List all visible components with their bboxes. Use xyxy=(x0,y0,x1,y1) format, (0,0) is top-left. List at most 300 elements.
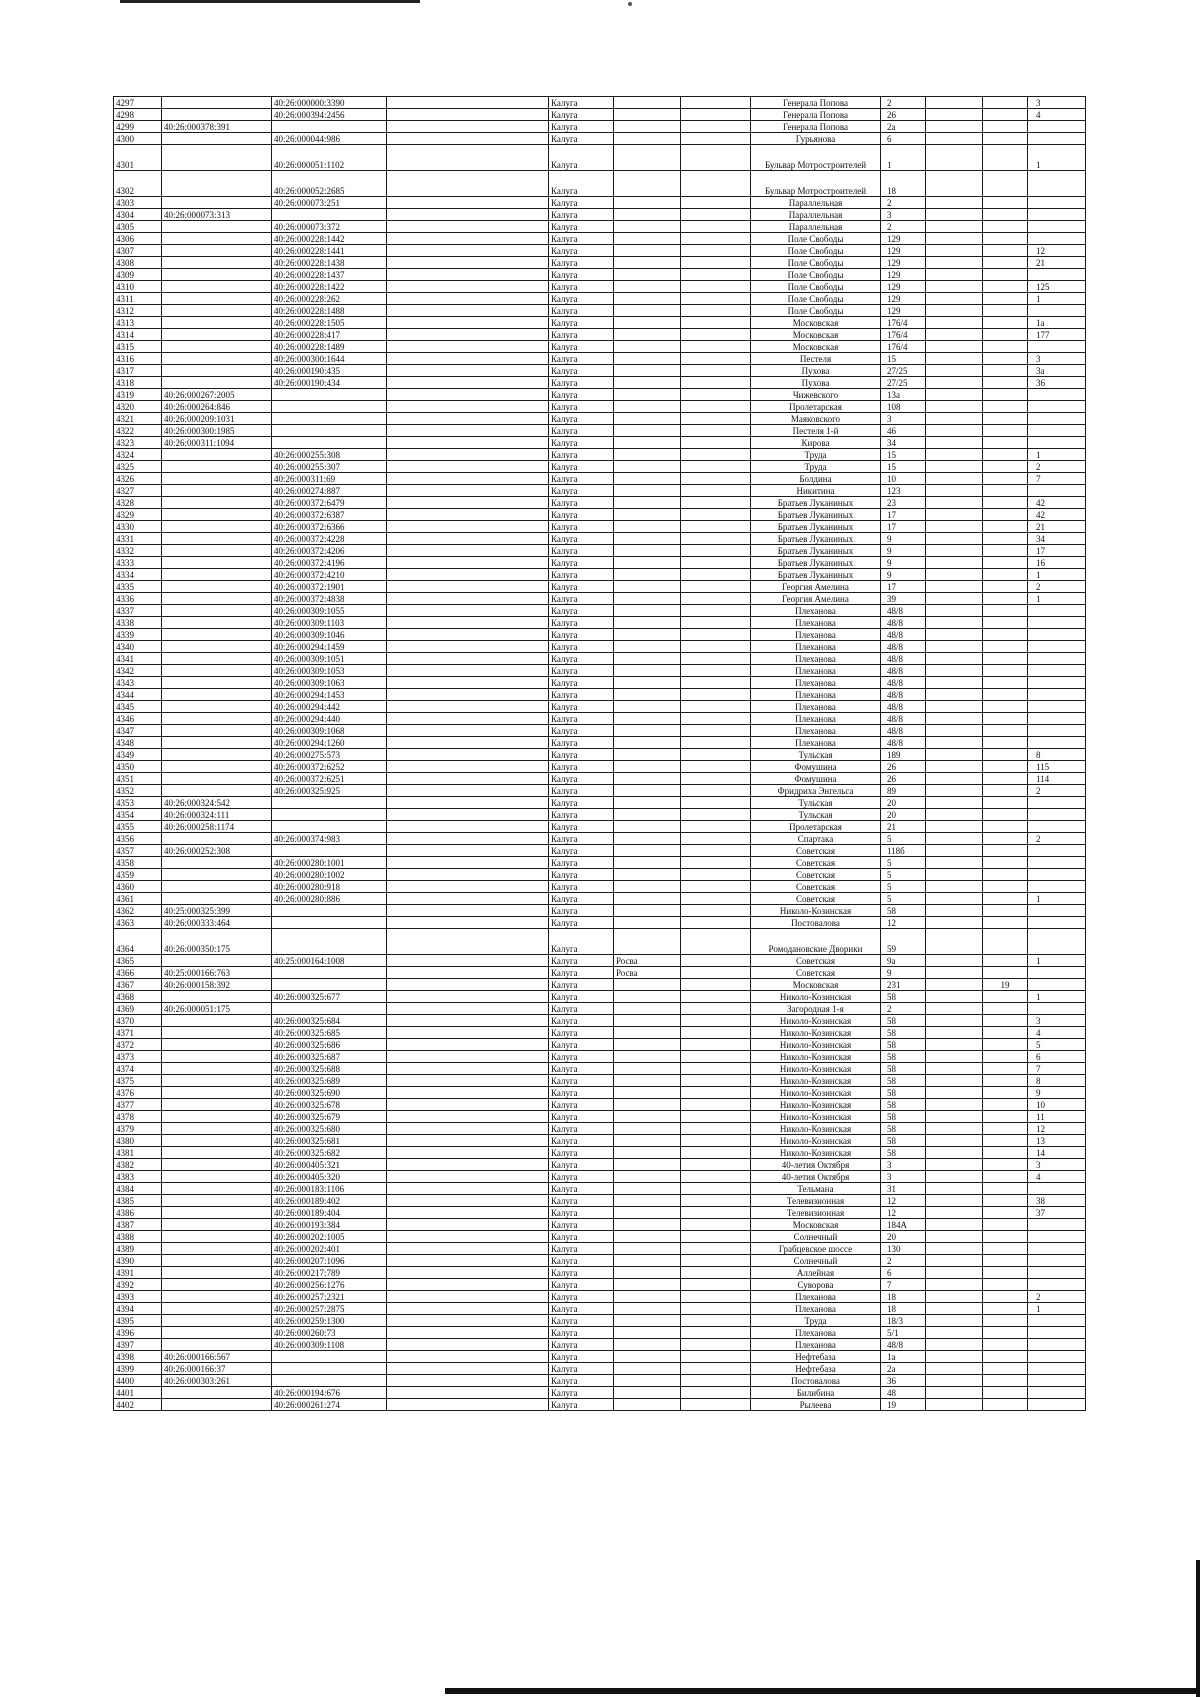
house-cell: 5 xyxy=(881,833,926,845)
empty-cell xyxy=(926,653,983,665)
table-row xyxy=(114,521,1086,533)
street-cell: Советская xyxy=(751,893,881,905)
house-cell: 89 xyxy=(881,785,926,797)
building-cell xyxy=(983,1375,1028,1387)
empty-cell xyxy=(681,701,751,713)
empty-cell xyxy=(387,1339,549,1351)
flat-cell: 2 xyxy=(1028,461,1086,473)
street-cell: Маяковского xyxy=(751,413,881,425)
cadastral-number-building xyxy=(162,605,272,617)
empty-cell xyxy=(926,269,983,281)
settlement-cell xyxy=(614,991,681,1003)
empty-cell xyxy=(926,1375,983,1387)
row-number: 4339 xyxy=(114,629,162,641)
flat-cell xyxy=(1028,967,1086,979)
city-cell: Калуга xyxy=(549,1399,614,1411)
city-cell: Калуга xyxy=(549,1123,614,1135)
scan-edge-top xyxy=(120,0,420,3)
house-cell: 26 xyxy=(881,109,926,121)
city-cell: Калуга xyxy=(549,1315,614,1327)
city-cell: Калуга xyxy=(549,593,614,605)
city-cell: Калуга xyxy=(549,473,614,485)
flat-cell: 177 xyxy=(1028,329,1086,341)
table-row xyxy=(114,221,1086,233)
house-cell: 17 xyxy=(881,521,926,533)
cadastral-number-building xyxy=(162,881,272,893)
street-cell: Поле Свободы xyxy=(751,305,881,317)
cadastral-number-premises: 40:26:000257:2875 xyxy=(272,1303,387,1315)
building-cell xyxy=(983,1327,1028,1339)
empty-cell xyxy=(681,449,751,461)
empty-cell xyxy=(387,425,549,437)
row-number: 4401 xyxy=(114,1387,162,1399)
house-cell: 27/25 xyxy=(881,365,926,377)
cadastral-number-premises xyxy=(272,1003,387,1015)
cadastral-number-premises: 40:26:000189:402 xyxy=(272,1195,387,1207)
street-cell: Труда xyxy=(751,1315,881,1327)
flat-cell xyxy=(1028,1351,1086,1363)
empty-cell xyxy=(681,1291,751,1303)
row-number: 4348 xyxy=(114,737,162,749)
scan-edge-right xyxy=(1196,1560,1200,1697)
building-cell xyxy=(983,353,1028,365)
row-number: 4360 xyxy=(114,881,162,893)
empty-cell xyxy=(387,473,549,485)
city-cell: Калуга xyxy=(549,1075,614,1087)
empty-cell xyxy=(681,1315,751,1327)
table-row xyxy=(114,617,1086,629)
house-cell: 2 xyxy=(881,197,926,209)
settlement-cell xyxy=(614,1123,681,1135)
cadastral-number-premises: 40:26:000000:3390 xyxy=(272,97,387,109)
table-row xyxy=(114,425,1086,437)
settlement-cell xyxy=(614,269,681,281)
empty-cell xyxy=(387,797,549,809)
flat-cell: 10 xyxy=(1028,1099,1086,1111)
empty-cell xyxy=(926,1063,983,1075)
cadastral-number-building xyxy=(162,1339,272,1351)
street-cell: Поле Свободы xyxy=(751,281,881,293)
flat-cell: 2 xyxy=(1028,785,1086,797)
empty-cell xyxy=(681,353,751,365)
street-cell: Пухова xyxy=(751,377,881,389)
cadastral-number-premises xyxy=(272,121,387,133)
flat-cell: 4 xyxy=(1028,1171,1086,1183)
table-row xyxy=(114,761,1086,773)
cadastral-number-premises: 40:26:000325:677 xyxy=(272,991,387,1003)
empty-cell xyxy=(681,473,751,485)
house-cell: 58 xyxy=(881,1063,926,1075)
settlement-cell xyxy=(614,545,681,557)
cadastral-number-building xyxy=(162,761,272,773)
empty-cell xyxy=(681,1363,751,1375)
house-cell: 2 xyxy=(881,97,926,109)
city-cell: Калуга xyxy=(549,1087,614,1099)
row-number: 4378 xyxy=(114,1111,162,1123)
house-cell: 129 xyxy=(881,245,926,257)
building-cell xyxy=(983,761,1028,773)
settlement-cell xyxy=(614,869,681,881)
empty-cell xyxy=(926,377,983,389)
cadastral-number-premises: 40:26:000294:1459 xyxy=(272,641,387,653)
cadastral-number-premises xyxy=(272,401,387,413)
street-cell: Фомушина xyxy=(751,773,881,785)
settlement-cell xyxy=(614,917,681,929)
empty-cell xyxy=(681,761,751,773)
empty-cell xyxy=(926,761,983,773)
house-cell: 18 xyxy=(881,1291,926,1303)
cadastral-number-premises: 40:26:000325:687 xyxy=(272,1051,387,1063)
cadastral-number-building: 40:26:000158:392 xyxy=(162,979,272,991)
empty-cell xyxy=(681,797,751,809)
settlement-cell xyxy=(614,1135,681,1147)
row-number: 4311 xyxy=(114,293,162,305)
street-cell: Кирова xyxy=(751,437,881,449)
empty-cell xyxy=(681,857,751,869)
street-cell: Пролетарская xyxy=(751,401,881,413)
empty-cell xyxy=(387,581,549,593)
street-cell: Поле Свободы xyxy=(751,269,881,281)
settlement-cell xyxy=(614,497,681,509)
cadastral-number-building xyxy=(162,629,272,641)
street-cell: Поле Свободы xyxy=(751,245,881,257)
cadastral-number-building: 40:26:000324:111 xyxy=(162,809,272,821)
empty-cell xyxy=(926,1219,983,1231)
table-row xyxy=(114,569,1086,581)
empty-cell xyxy=(926,713,983,725)
settlement-cell xyxy=(614,1291,681,1303)
house-cell: 58 xyxy=(881,1027,926,1039)
table-row xyxy=(114,497,1086,509)
cadastral-number-building xyxy=(162,749,272,761)
empty-cell xyxy=(926,1075,983,1087)
settlement-cell xyxy=(614,749,681,761)
cadastral-number-premises xyxy=(272,1375,387,1387)
row-number: 4302 xyxy=(114,171,162,197)
flat-cell: 8 xyxy=(1028,749,1086,761)
settlement-cell xyxy=(614,689,681,701)
cadastral-number-premises: 40:26:000325:689 xyxy=(272,1075,387,1087)
building-cell xyxy=(983,653,1028,665)
house-cell: 129 xyxy=(881,233,926,245)
street-cell: Загородная 1-я xyxy=(751,1003,881,1015)
empty-cell xyxy=(387,1267,549,1279)
settlement-cell xyxy=(614,1075,681,1087)
city-cell: Калуга xyxy=(549,221,614,233)
house-cell: 12 xyxy=(881,1195,926,1207)
building-cell xyxy=(983,593,1028,605)
row-number: 4380 xyxy=(114,1135,162,1147)
city-cell: Калуга xyxy=(549,365,614,377)
table-row xyxy=(114,1063,1086,1075)
cadastral-number-building xyxy=(162,509,272,521)
empty-cell xyxy=(926,869,983,881)
cadastral-number-building: 40:26:000252:308 xyxy=(162,845,272,857)
settlement-cell xyxy=(614,1207,681,1219)
street-cell: Плеханова xyxy=(751,605,881,617)
empty-cell xyxy=(681,1243,751,1255)
empty-cell xyxy=(681,917,751,929)
empty-cell xyxy=(387,305,549,317)
empty-cell xyxy=(387,245,549,257)
cadastral-number-building xyxy=(162,991,272,1003)
table-row xyxy=(114,1087,1086,1099)
row-number: 4362 xyxy=(114,905,162,917)
flat-cell xyxy=(1028,605,1086,617)
street-cell: Московская xyxy=(751,1219,881,1231)
flat-cell xyxy=(1028,221,1086,233)
row-number: 4338 xyxy=(114,617,162,629)
empty-cell xyxy=(387,569,549,581)
building-cell xyxy=(983,605,1028,617)
cadastral-number-premises xyxy=(272,209,387,221)
city-cell: Калуга xyxy=(549,425,614,437)
flat-cell: 12 xyxy=(1028,245,1086,257)
empty-cell xyxy=(387,221,549,233)
city-cell: Калуга xyxy=(549,881,614,893)
city-cell: Калуга xyxy=(549,979,614,991)
cadastral-number-premises: 40:26:000207:1096 xyxy=(272,1255,387,1267)
city-cell: Калуга xyxy=(549,1111,614,1123)
empty-cell xyxy=(926,1207,983,1219)
row-number: 4325 xyxy=(114,461,162,473)
table-row xyxy=(114,1147,1086,1159)
empty-cell xyxy=(387,857,549,869)
cadastral-number-building: 40:26:000378:391 xyxy=(162,121,272,133)
empty-cell xyxy=(681,1147,751,1159)
settlement-cell xyxy=(614,121,681,133)
empty-cell xyxy=(926,605,983,617)
flat-cell: 42 xyxy=(1028,497,1086,509)
empty-cell xyxy=(387,133,549,145)
empty-cell xyxy=(926,569,983,581)
empty-cell xyxy=(387,967,549,979)
flat-cell: 9 xyxy=(1028,1087,1086,1099)
house-cell: 12 xyxy=(881,1207,926,1219)
row-number: 4353 xyxy=(114,797,162,809)
empty-cell xyxy=(387,461,549,473)
table-row xyxy=(114,1303,1086,1315)
city-cell: Калуга xyxy=(549,641,614,653)
street-cell: Тульская xyxy=(751,749,881,761)
flat-cell: 1 xyxy=(1028,569,1086,581)
empty-cell xyxy=(926,281,983,293)
house-cell: 18 xyxy=(881,171,926,197)
street-cell: Братьев Луканиных xyxy=(751,533,881,545)
house-cell: 130 xyxy=(881,1243,926,1255)
house-cell: 48/8 xyxy=(881,737,926,749)
empty-cell xyxy=(681,1279,751,1291)
building-cell xyxy=(983,1267,1028,1279)
empty-cell xyxy=(681,617,751,629)
street-cell: Генерала Попова xyxy=(751,121,881,133)
cadastral-number-building xyxy=(162,1087,272,1099)
cadastral-number-building xyxy=(162,221,272,233)
settlement-cell xyxy=(614,353,681,365)
empty-cell xyxy=(926,233,983,245)
empty-cell xyxy=(387,749,549,761)
table-row xyxy=(114,257,1086,269)
empty-cell xyxy=(681,1219,751,1231)
row-number: 4398 xyxy=(114,1351,162,1363)
flat-cell xyxy=(1028,677,1086,689)
settlement-cell xyxy=(614,97,681,109)
empty-cell xyxy=(926,473,983,485)
building-cell xyxy=(983,461,1028,473)
row-number: 4328 xyxy=(114,497,162,509)
building-cell xyxy=(983,797,1028,809)
flat-cell xyxy=(1028,1267,1086,1279)
building-cell xyxy=(983,869,1028,881)
table-row xyxy=(114,1219,1086,1231)
row-number: 4299 xyxy=(114,121,162,133)
empty-cell xyxy=(926,1399,983,1411)
cadastral-number-premises: 40:26:000372:6387 xyxy=(272,509,387,521)
street-cell: Георгия Амелина xyxy=(751,593,881,605)
table-row xyxy=(114,1003,1086,1015)
empty-cell xyxy=(681,401,751,413)
street-cell: Пестеля xyxy=(751,353,881,365)
empty-cell xyxy=(681,233,751,245)
table-row xyxy=(114,233,1086,245)
row-number: 4301 xyxy=(114,145,162,171)
building-cell xyxy=(983,955,1028,967)
empty-cell xyxy=(926,991,983,1003)
cadastral-number-building xyxy=(162,701,272,713)
building-cell xyxy=(983,809,1028,821)
table-row xyxy=(114,317,1086,329)
row-number: 4335 xyxy=(114,581,162,593)
house-cell: 48/8 xyxy=(881,689,926,701)
settlement-cell xyxy=(614,641,681,653)
empty-cell xyxy=(387,293,549,305)
property-registry-table xyxy=(113,96,1086,1411)
house-cell: 184А xyxy=(881,1219,926,1231)
cadastral-number-premises: 40:26:000228:1438 xyxy=(272,257,387,269)
cadastral-number-premises: 40:26:000256:1276 xyxy=(272,1279,387,1291)
table-row xyxy=(114,905,1086,917)
flat-cell: 2 xyxy=(1028,1291,1086,1303)
empty-cell xyxy=(681,1339,751,1351)
city-cell: Калуга xyxy=(549,967,614,979)
building-cell xyxy=(983,991,1028,1003)
street-cell: Генерала Попова xyxy=(751,97,881,109)
settlement-cell xyxy=(614,773,681,785)
building-cell xyxy=(983,1123,1028,1135)
flat-cell xyxy=(1028,917,1086,929)
cadastral-number-premises: 40:26:000372:6252 xyxy=(272,761,387,773)
table-row xyxy=(114,785,1086,797)
cadastral-number-premises: 40:26:000394:2456 xyxy=(272,109,387,121)
settlement-cell xyxy=(614,485,681,497)
street-cell: Пролетарская xyxy=(751,821,881,833)
settlement-cell xyxy=(614,317,681,329)
building-cell xyxy=(983,485,1028,497)
cadastral-number-building xyxy=(162,1327,272,1339)
building-cell xyxy=(983,917,1028,929)
empty-cell xyxy=(387,773,549,785)
table-row xyxy=(114,269,1086,281)
empty-cell xyxy=(926,197,983,209)
settlement-cell xyxy=(614,713,681,725)
empty-cell xyxy=(387,593,549,605)
table-row xyxy=(114,749,1086,761)
row-number: 4392 xyxy=(114,1279,162,1291)
building-cell xyxy=(983,1063,1028,1075)
flat-cell: 4 xyxy=(1028,109,1086,121)
building-cell xyxy=(983,545,1028,557)
settlement-cell xyxy=(614,1171,681,1183)
house-cell: 48/8 xyxy=(881,701,926,713)
street-cell: Советская xyxy=(751,967,881,979)
cadastral-number-premises: 40:26:000274:887 xyxy=(272,485,387,497)
row-number: 4317 xyxy=(114,365,162,377)
settlement-cell xyxy=(614,1303,681,1315)
row-number: 4363 xyxy=(114,917,162,929)
city-cell: Калуга xyxy=(549,145,614,171)
house-cell: 7 xyxy=(881,1279,926,1291)
cadastral-number-premises xyxy=(272,413,387,425)
empty-cell xyxy=(681,991,751,1003)
cadastral-number-building xyxy=(162,1039,272,1051)
empty-cell xyxy=(387,1027,549,1039)
flat-cell xyxy=(1028,1183,1086,1195)
empty-cell xyxy=(387,629,549,641)
cadastral-number-premises: 40:26:000372:4206 xyxy=(272,545,387,557)
city-cell: Калуга xyxy=(549,1015,614,1027)
settlement-cell xyxy=(614,509,681,521)
empty-cell xyxy=(681,881,751,893)
row-number: 4297 xyxy=(114,97,162,109)
flat-cell xyxy=(1028,1231,1086,1243)
empty-cell xyxy=(681,689,751,701)
empty-cell xyxy=(387,1003,549,1015)
empty-cell xyxy=(926,1327,983,1339)
cadastral-number-building xyxy=(162,773,272,785)
cadastral-number-building xyxy=(162,269,272,281)
empty-cell xyxy=(926,689,983,701)
cadastral-number-building xyxy=(162,581,272,593)
settlement-cell xyxy=(614,1003,681,1015)
empty-cell xyxy=(387,233,549,245)
table-row xyxy=(114,377,1086,389)
row-number: 4365 xyxy=(114,955,162,967)
table-row xyxy=(114,145,1086,171)
house-cell: 123 xyxy=(881,485,926,497)
cadastral-number-premises: 40:26:000372:4228 xyxy=(272,533,387,545)
city-cell: Калуга xyxy=(549,1207,614,1219)
cadastral-number-premises: 40:26:000294:440 xyxy=(272,713,387,725)
cadastral-number-building xyxy=(162,1231,272,1243)
street-cell: Постовалова xyxy=(751,1375,881,1387)
cadastral-number-premises: 40:26:000190:435 xyxy=(272,365,387,377)
building-cell xyxy=(983,473,1028,485)
settlement-cell xyxy=(614,1051,681,1063)
empty-cell xyxy=(387,557,549,569)
cadastral-number-building: 40:26:000267:2005 xyxy=(162,389,272,401)
empty-cell xyxy=(926,365,983,377)
empty-cell xyxy=(387,761,549,773)
cadastral-number-premises: 40:26:000405:321 xyxy=(272,1159,387,1171)
row-number: 4333 xyxy=(114,557,162,569)
row-number: 4306 xyxy=(114,233,162,245)
empty-cell xyxy=(926,1123,983,1135)
empty-cell xyxy=(681,893,751,905)
row-number: 4331 xyxy=(114,533,162,545)
cadastral-number-building: 40:26:000166:567 xyxy=(162,1351,272,1363)
cadastral-number-premises: 40:26:000294:1260 xyxy=(272,737,387,749)
empty-cell xyxy=(387,1171,549,1183)
